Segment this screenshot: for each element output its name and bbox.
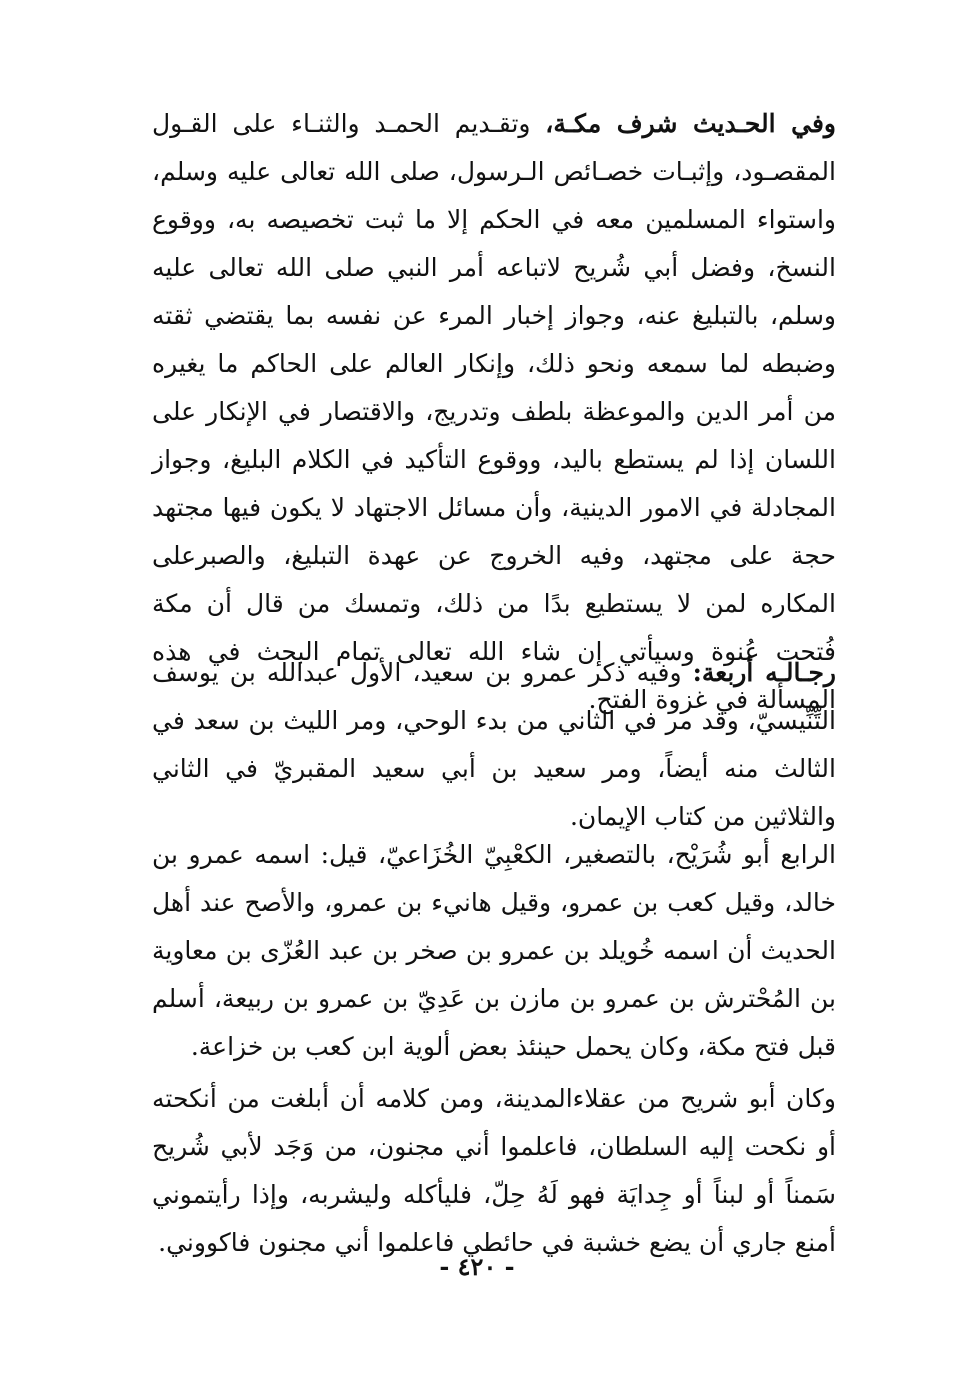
paragraph-narrators [152,649,836,841]
paragraph-text: وتقـديم الحمـد والثنـاء على القـول المقصـود، وإثبـات خصـائص الـرسول، صلى الله تعالى عليه وسلم، واستواء المسلمين معه في الحكم إلا ما ثبت تخصيصه به، ووقوع النسخ، وفضل أبي شُريح لاتباعه أمر النبي صلى الله تعالى عليه وسلم، بالتبليغ عنه، وجواز إخبار المرء عن نفسه بما يقتضي ثقته وضبطه لما سمعه ونحو ذلك، وإنكار العالم على الحاكم ما يغيره من أمر الدين والموعظة بلطف وتدريج، والاقتصار في الإنكار على اللسان إذا لم يستطع باليد، ووقوع التأكيد في الكلام البليغ، وجواز المجادلة في الامور الدينية، وأن مسائل الاجتهاد لا يكون فيها مجتهد حجة على مجتهد، وفيه الخروج عن عهدة التبليغ، والصبرعلى المكاره لمن لا يستطيع بدًا من ذلك، وتمسك من قال أن مكة فُتحت عُنوة وسيأتي إن شاء الله تعالى تمام البحث في هذه المسألة في غزوة الفتح. [152,109,836,714]
paragraph-abu-shurayh-sayings [152,1075,836,1267]
page-number: - ٤٢٠ - [439,1252,515,1281]
paragraph-hadith-benefits [152,100,836,724]
paragraph-lead: رجـالـه أربعة: [692,658,836,687]
paragraph-text: وكان أبو شريح من عقلاءالمدينة، ومن كلامه أن أبلغت من أنكحته أو نكحت إليه السلطان، فاعلموا أني مجنون، من وَجَد لأبي شُريح سَمناً أو لبناً أو جِدايَة فهو لَهُ حِلّ، فليأكله وليشربه، وإذا رأيتموني أمنع جاري أن يضع خشبة في حائطي فاعلموا أني مجنون فاكووني. [152,1084,836,1257]
paragraph-abu-shurayh-biography [152,831,836,1071]
paragraph-text: الرابع أبو شُرَيْح، بالتصغير، الكعْبِيّ الخُزَاعيّ، قيل: اسمه عمرو بن خالد، وقيل كعب بن عمرو، وقيل هانيء بن عمرو، والأصح عند أهل الحديث أن اسمه خُويلد بن عمرو بن صخر بن عبد العُزّى بن معاوية بن المُحْترش بن عمرو بن مازن بن عَدِيّ بن عمرو بن ربيعة، أسلم قبل فتح مكة، وكان يحمل حينئذ بعض ألوية ابن كعب بن خزاعة. [152,840,836,1061]
paragraph-text: وفيه ذكر عمرو بن سعيد، الأول عبدالله بن يوسف التِّنِّيسيّ، وقد مر في الثاني من بدء الوحي، ومر الليث بن سعد في الثالث منه أيضاً، ومر سعيد بن أبي سعيد المقبريّ في الثاني والثلاثين من كتاب الإيمان. [152,658,836,831]
paragraph-lead: وفي الحـديث شرف مكـة، [545,109,836,138]
